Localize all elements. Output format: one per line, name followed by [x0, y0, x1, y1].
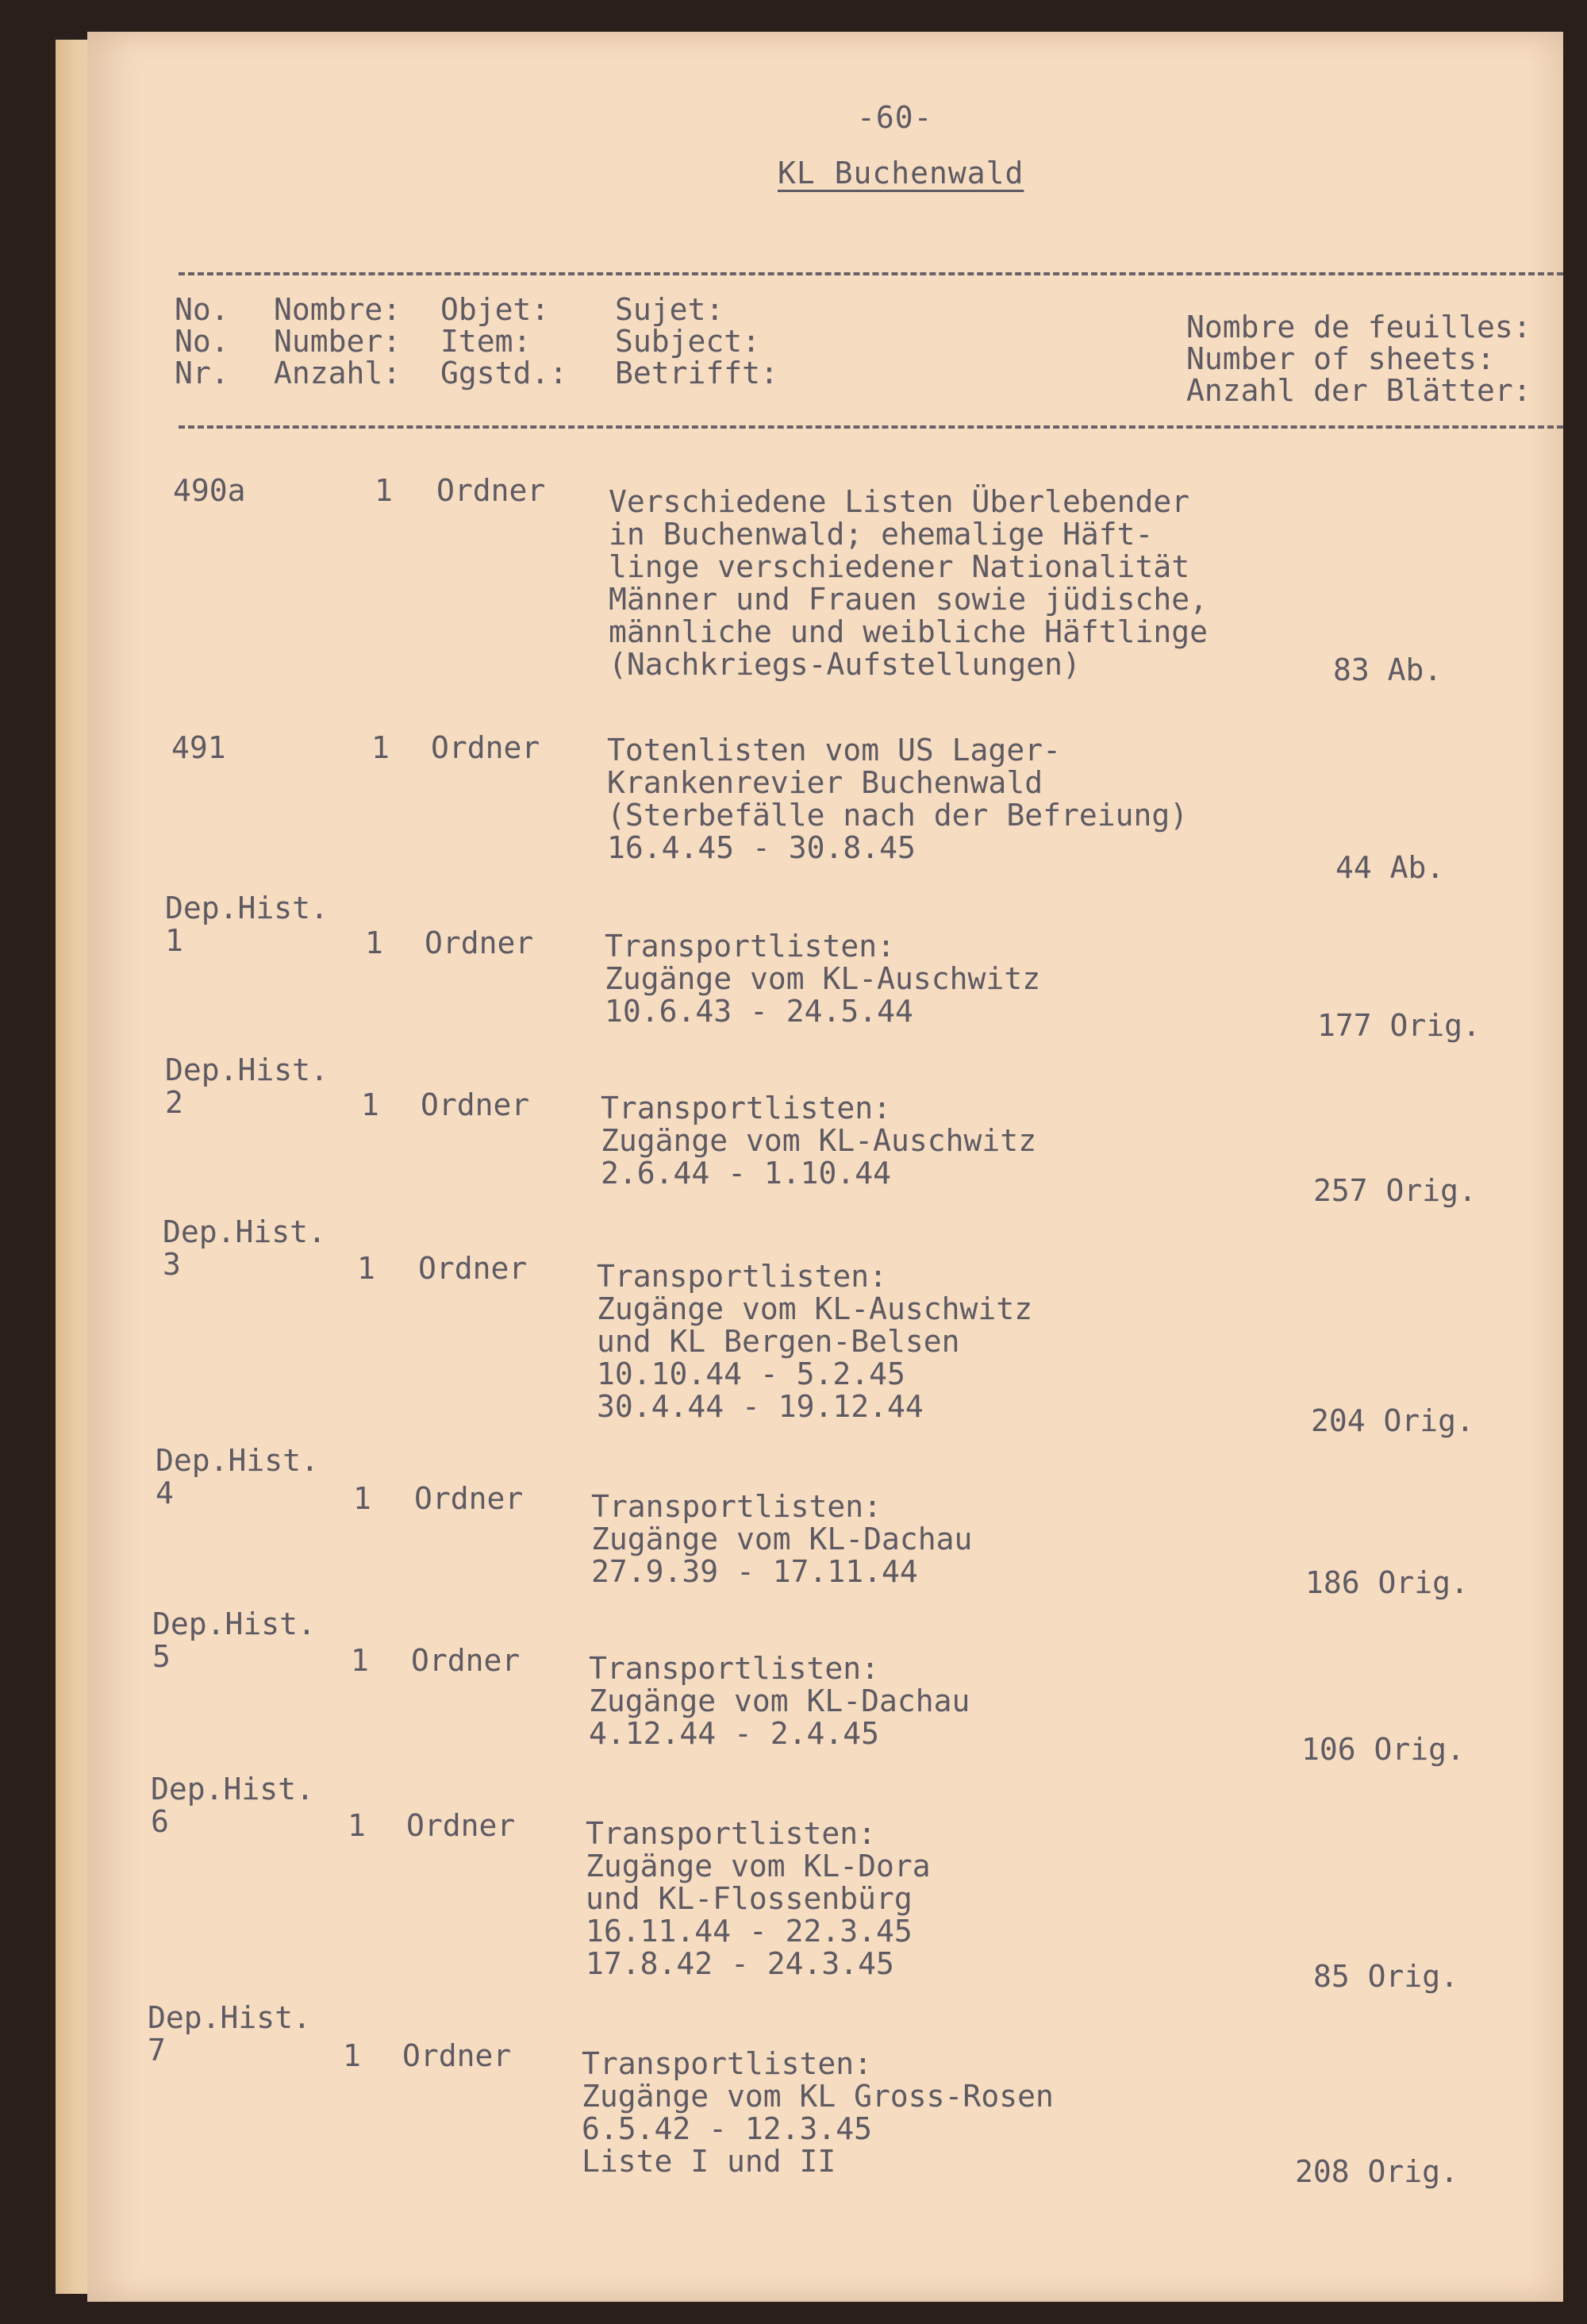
subject-line: und KL Bergen-Belsen	[597, 1324, 960, 1359]
subject-line: 4.12.44 - 2.4.45	[589, 1716, 880, 1751]
header-divider-bottom	[179, 425, 1563, 429]
entry-count: 1	[365, 925, 383, 960]
header-subject-en: Subject:	[615, 324, 761, 359]
entry-sheets: 257 Orig.	[1313, 1173, 1477, 1208]
header-sheets	[1186, 311, 1531, 406]
header-sheets-fr: Nombre de feuilles:	[1186, 310, 1531, 344]
subject-line: Männer und Frauen sowie jüdische,	[609, 582, 1208, 617]
entry-number: Dep.Hist. 3	[163, 1214, 326, 1282]
subject-line: Transportlisten:	[589, 1651, 880, 1686]
header-item-de: Ggstd.:	[440, 356, 568, 391]
subject-line: 27.9.39 - 17.11.44	[591, 1554, 918, 1589]
entry-number: Dep.Hist. 4	[156, 1443, 319, 1510]
entry-item: Ordner	[431, 730, 540, 765]
entry-number: Dep.Hist. 5	[152, 1606, 316, 1674]
subject-line: (Nachkriegs-Aufstellungen)	[609, 647, 1081, 682]
entry-item: Ordner	[436, 473, 546, 508]
subject-line: Zugänge vom KL-Dachau	[591, 1522, 973, 1556]
header-count	[274, 294, 401, 389]
header-sheets-de: Anzahl der Blätter:	[1186, 373, 1531, 408]
entry-subject	[609, 486, 1208, 681]
entry-sheets: 204 Orig.	[1311, 1403, 1474, 1438]
entry-subject	[601, 1092, 1036, 1190]
header-no	[175, 294, 229, 389]
entry-number: Dep.Hist. 7	[148, 2000, 311, 2068]
entry-sheets: 106 Orig.	[1301, 1732, 1465, 1767]
entry-count: 1	[351, 1643, 369, 1678]
page-title: KL Buchenwald	[778, 156, 1024, 190]
page-number: -60-	[857, 100, 933, 135]
entry-subject	[607, 734, 1188, 864]
header-item-fr: Objet:	[440, 292, 550, 327]
entry-item: Ordner	[406, 1808, 516, 1843]
header-no-fr: No.	[175, 292, 229, 327]
subject-line: Zugänge vom KL-Dora	[586, 1849, 931, 1883]
header-divider-top	[179, 272, 1563, 275]
subject-line: Zugänge vom KL-Auschwitz	[597, 1291, 1033, 1326]
subject-line: Transportlisten:	[591, 1489, 882, 1524]
entry-subject	[591, 1491, 972, 1588]
entry-count: 1	[348, 1808, 366, 1843]
header-subject	[615, 294, 778, 389]
subject-line: Zugänge vom KL-Dachau	[589, 1683, 970, 1718]
subject-line: Transportlisten:	[582, 2046, 873, 2081]
subject-line: Transportlisten:	[601, 1091, 892, 1125]
subject-line: männliche und weibliche Häftlinge	[609, 614, 1208, 649]
entry-item: Ordner	[411, 1643, 521, 1678]
header-no-en: No.	[175, 324, 229, 359]
entry-subject	[589, 1653, 970, 1750]
entry-number: Dep.Hist. 6	[151, 1772, 314, 1839]
entry-item: Ordner	[421, 1087, 530, 1122]
entry-subject	[582, 2048, 1054, 2178]
subject-line: 30.4.44 - 19.12.44	[597, 1389, 924, 1424]
subject-line: linge verschiedener Nationalität	[609, 549, 1190, 584]
header-item-en: Item:	[440, 324, 532, 359]
entry-sheets: 186 Orig.	[1305, 1565, 1469, 1600]
subject-line: Transportlisten:	[586, 1816, 877, 1851]
subject-line: 17.8.42 - 24.3.45	[586, 1946, 894, 1981]
entry-subject	[605, 930, 1040, 1028]
subject-line: 10.6.43 - 24.5.44	[605, 994, 913, 1029]
entry-item: Ordner	[425, 925, 534, 960]
subject-line: 2.6.44 - 1.10.44	[601, 1156, 892, 1191]
subject-line: Zugänge vom KL Gross-Rosen	[582, 2079, 1054, 2114]
entry-count: 1	[375, 473, 393, 508]
entry-number: 490a	[173, 473, 246, 508]
entry-sheets: 83 Ab.	[1333, 652, 1443, 687]
entry-sheets: 44 Ab.	[1335, 850, 1445, 885]
entry-number: 491	[171, 730, 226, 765]
entry-item: Ordner	[402, 2038, 512, 2073]
entry-subject	[586, 1818, 931, 1980]
entry-count: 1	[371, 730, 390, 765]
header-count-fr: Nombre:	[274, 292, 402, 327]
subject-line: Totenlisten vom US Lager-	[607, 733, 1061, 768]
subject-line: Transportlisten:	[597, 1259, 888, 1294]
subject-line: Zugänge vom KL-Auschwitz	[605, 961, 1041, 996]
entry-number: Dep.Hist. 1	[165, 891, 329, 958]
entry-count: 1	[343, 2038, 361, 2073]
entry-item: Ordner	[418, 1251, 528, 1286]
header-count-de: Anzahl:	[274, 356, 402, 391]
header-subject-fr: Sujet:	[615, 292, 724, 327]
entry-count: 1	[357, 1251, 375, 1286]
subject-line: Transportlisten:	[605, 929, 896, 964]
subject-line: und KL-Flossenbürg	[586, 1881, 913, 1916]
entry-sheets: 85 Orig.	[1313, 1959, 1459, 1994]
entry-sheets: 208 Orig.	[1295, 2154, 1458, 2189]
header-sheets-en: Number of sheets:	[1186, 341, 1495, 376]
entry-item: Ordner	[414, 1481, 524, 1516]
entry-number: Dep.Hist. 2	[165, 1052, 329, 1120]
header-subject-de: Betrifft:	[615, 356, 778, 391]
subject-line: 10.10.44 - 5.2.45	[597, 1356, 905, 1391]
subject-line: (Sterbefälle nach der Befreiung)	[607, 798, 1189, 833]
subject-line: Liste I und II	[582, 2144, 836, 2179]
subject-line: 16.11.44 - 22.3.45	[586, 1914, 913, 1949]
subject-line: Krankenrevier Buchenwald	[607, 765, 1043, 800]
subject-line: Verschiedene Listen Überlebender	[609, 484, 1190, 519]
subject-line: in Buchenwald; ehemalige Häft-	[609, 517, 1154, 552]
header-count-en: Number:	[274, 324, 402, 359]
header-no-de: Nr.	[175, 356, 229, 391]
subject-line: 6.5.42 - 12.3.45	[582, 2111, 873, 2146]
entry-count: 1	[353, 1481, 371, 1516]
entry-count: 1	[361, 1087, 379, 1122]
subject-line: Zugänge vom KL-Auschwitz	[601, 1123, 1037, 1158]
entry-subject	[597, 1260, 1032, 1423]
entry-sheets: 177 Orig.	[1317, 1008, 1481, 1043]
subject-line: 16.4.45 - 30.8.45	[607, 830, 916, 865]
header-item	[440, 294, 567, 389]
